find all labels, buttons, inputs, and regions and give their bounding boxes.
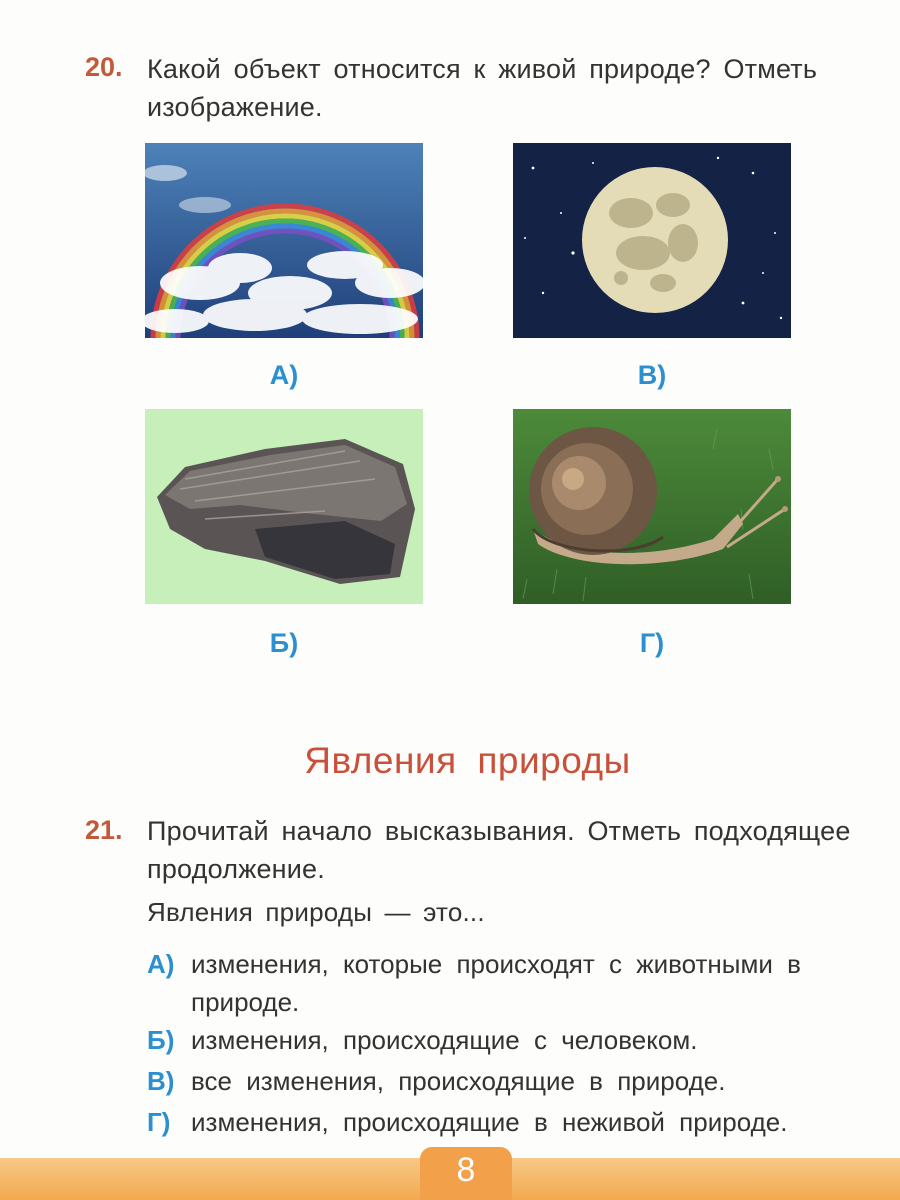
option-g-letter: Г) [147, 1107, 171, 1137]
image-label-b: Б) [269, 628, 299, 658]
snail-image[interactable] [513, 409, 791, 604]
page-number: 8 [456, 1151, 476, 1189]
stone-image[interactable] [145, 409, 423, 604]
question-21-text: Прочитай начало высказывания. Отметь подходящее продолжение. [147, 816, 851, 884]
section-title: Явления природы [304, 740, 631, 781]
option-g[interactable] [147, 1103, 851, 1141]
option-a[interactable] [147, 945, 851, 1021]
moon-image[interactable] [513, 143, 791, 338]
option-v-letter: В) [147, 1066, 175, 1096]
question-20-text: Какой объект относится к живой природе? Отметь изображение. [147, 54, 818, 122]
option-b-text: изменения, происходящие с человеком. [191, 1025, 698, 1055]
question-21-number: 21. [85, 815, 123, 845]
option-b-letter: Б) [147, 1025, 175, 1055]
option-v-text: все изменения, происходящие в природе. [191, 1066, 726, 1096]
image-label-g: Г) [639, 628, 665, 658]
option-a-letter: А) [147, 949, 175, 979]
question-20-number: 20. [85, 52, 123, 82]
option-b[interactable] [147, 1021, 851, 1059]
question-21-lead: Явления природы — это... [147, 897, 485, 927]
image-label-v: В) [637, 360, 667, 390]
option-a-text: изменения, которые происходят с животными в природе. [191, 949, 801, 1017]
image-label-a: А) [269, 360, 299, 390]
option-v[interactable] [147, 1062, 851, 1100]
option-g-text: изменения, происходящие в неживой природе. [191, 1107, 788, 1137]
rainbow-image[interactable] [145, 143, 423, 338]
